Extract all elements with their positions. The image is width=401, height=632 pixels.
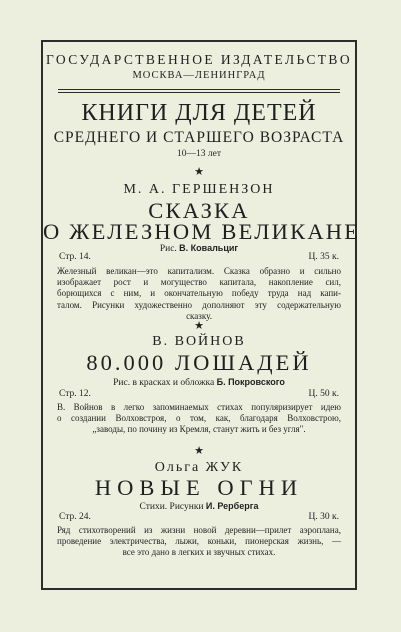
- star-separator-1: ★: [194, 166, 204, 178]
- book-1-pages: Стр. 14.: [59, 252, 91, 262]
- age-range: 10—13 лет: [177, 149, 221, 159]
- book-1-description: Железный великан—это капитализм. Сказка образно и сильно изображает рост и могущество капитала, накопление сил, борющихся с ним, и окончательную победу труда над капи- талом. Рисунки художественно дополняют эту содержательную сказку.: [57, 266, 341, 321]
- book-2-author: В. ВОЙНОВ: [152, 334, 246, 349]
- book-1-price: Ц. 35 к.: [308, 252, 339, 262]
- book-2-pages: Стр. 12.: [59, 389, 91, 399]
- book-3-price: Ц. 30 к.: [308, 512, 339, 522]
- book-3-pages: Стр. 24.: [59, 512, 91, 522]
- page-border: [41, 40, 361, 590]
- book-2-description: В. Войнов в легко запоминаемых стихах популяризирует идею о создании Волховстроя, о том, как, благодаря Волховстрою, „заводы, по почину из Кремля, станут жить и без угля".: [57, 402, 341, 435]
- star-separator-2: ★: [194, 320, 204, 332]
- publisher-name: ГОСУДАРСТВЕННОЕ ИЗДАТЕЛЬСТВО: [46, 52, 352, 67]
- book-3-title: НОВЫЕ ОГНИ: [94, 475, 304, 500]
- publisher-cities: МОСКВА—ЛЕНИНГРАД: [132, 70, 266, 81]
- book-1-title-line-2: О ЖЕЛЕЗНОМ ВЕЛИКАНЕ: [43, 219, 361, 244]
- book-1-illustrator: Рис. В. Ковальциг: [159, 243, 239, 254]
- book-3-author: Ольга ЖУК: [154, 460, 244, 475]
- book-3-illustrator: Стихи. Рисунки И. Рерберга: [139, 501, 259, 512]
- book-1-title-line-1: СКАЗКА: [148, 198, 250, 223]
- series-subtitle: СРЕДНЕГО И СТАРШЕГО ВОЗРАСТА: [53, 129, 345, 146]
- book-2-illustrator: Рис. в красках и обложка Б. Покровского: [113, 377, 285, 388]
- book-2-price: Ц. 50 к.: [308, 389, 339, 399]
- book-1-author: М. А. ГЕРШЕНЗОН: [123, 182, 275, 197]
- header-rule-bottom: [58, 92, 340, 93]
- star-separator-3: ★: [194, 445, 204, 457]
- book-2-title: 80.000 ЛОШАДЕЙ: [86, 350, 312, 375]
- header-rule-top: [58, 89, 340, 90]
- book-3-description: Ряд стихотворений из жизни новой деревни—прилет аэроплана, проведение электричества, лыжи, коньки, пионерская жизнь, — все это дано в легких и звучных стихах.: [57, 525, 341, 558]
- series-title: КНИГИ ДЛЯ ДЕТЕЙ: [81, 100, 317, 126]
